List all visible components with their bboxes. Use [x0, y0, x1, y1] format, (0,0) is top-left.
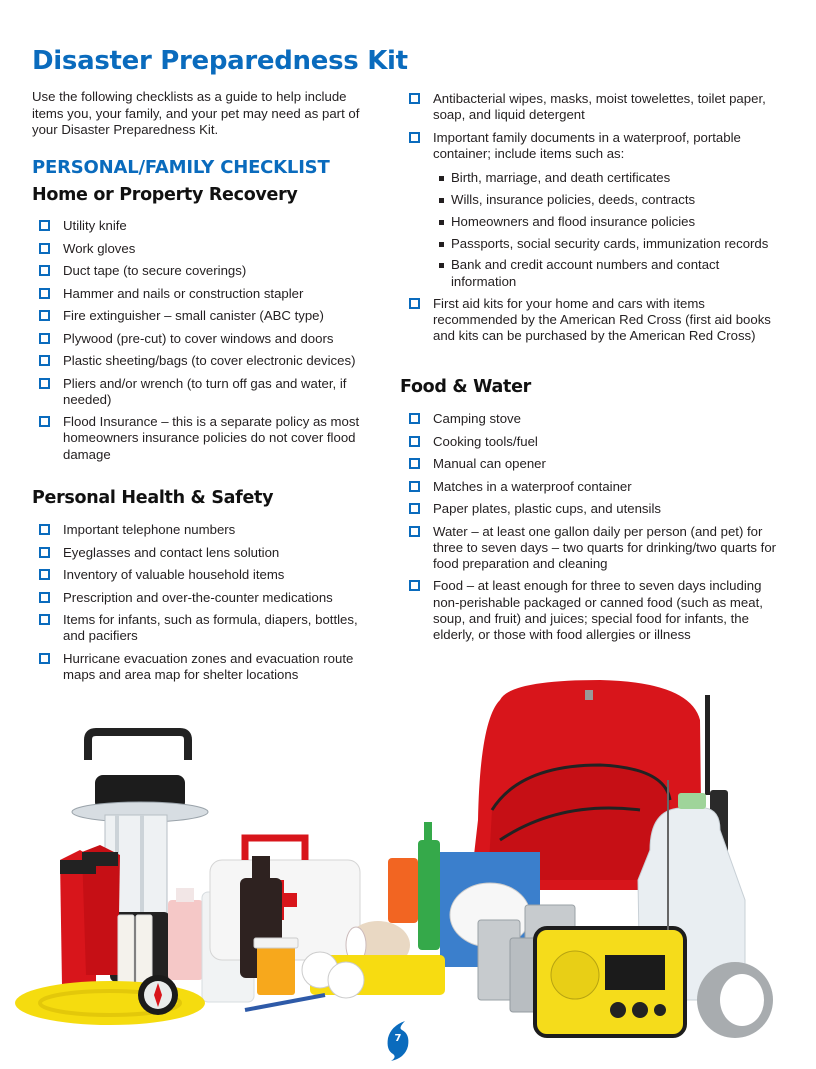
checkbox-icon[interactable]: [39, 333, 50, 344]
checklist-item[interactable]: Important telephone numbers: [33, 522, 368, 538]
checklist-item[interactable]: Prescription and over-the-counter medications: [33, 590, 368, 606]
compass-icon: [138, 975, 178, 1015]
sublist-item: Wills, insurance policies, deeds, contracts: [433, 192, 778, 208]
duct-tape-icon: [697, 962, 773, 1038]
checkbox-icon[interactable]: [39, 614, 50, 625]
checkbox-icon[interactable]: [39, 653, 50, 664]
checklist-item[interactable]: Duct tape (to secure coverings): [33, 263, 368, 279]
checkbox-icon[interactable]: [409, 503, 420, 514]
checklist-item[interactable]: Hammer and nails or construction stapler: [33, 286, 368, 302]
checklist-item[interactable]: Food – at least enough for three to seven days including non-perishable packaged or canned food (such as meat, soup, and fruit) and juices; special food for infants, the elderly, or those with food allergies or illness: [403, 578, 783, 643]
checklist-item[interactable]: Camping stove: [403, 411, 783, 427]
checkbox-icon[interactable]: [39, 310, 50, 321]
checkbox-icon[interactable]: [409, 93, 420, 104]
checkbox-icon[interactable]: [39, 524, 50, 535]
checklist-item[interactable]: Matches in a waterproof container: [403, 479, 783, 495]
flashlight-icon: [60, 845, 120, 985]
heading-home-recovery: Home or Property Recovery: [32, 185, 298, 205]
health-safety-checklist-continued: [403, 91, 778, 351]
food-water-checklist: [403, 411, 783, 650]
checklist-item[interactable]: First aid kits for your home and cars with items recommended by the American Red Cross (first aid books and kits can be purchased by the American Red Cross): [403, 296, 778, 345]
checkbox-icon[interactable]: [39, 355, 50, 366]
checklist-item[interactable]: Fire extinguisher – small canister (ABC type): [33, 308, 368, 324]
checklist-item[interactable]: Plastic sheeting/bags (to cover electronic devices): [33, 353, 368, 369]
checkbox-icon[interactable]: [409, 481, 420, 492]
heading-health-safety: Personal Health & Safety: [32, 488, 274, 508]
sublist-item: Homeowners and flood insurance policies: [433, 214, 778, 230]
intro-paragraph: Use the following checklists as a guide to help include items you, your family, and your pet may need as part of your Disaster Preparedness Kit.: [32, 89, 360, 137]
checklist-item[interactable]: Cooking tools/fuel: [403, 434, 783, 450]
checklist-item[interactable]: Items for infants, such as formula, diapers, bottles, and pacifiers: [33, 612, 368, 644]
sublist-item: Passports, social security cards, immunization records: [433, 236, 778, 252]
checkbox-icon[interactable]: [39, 378, 50, 389]
checkbox-icon[interactable]: [409, 413, 420, 424]
section-title: PERSONAL/FAMILY CHECKLIST: [32, 157, 330, 178]
sublist-item: Birth, marriage, and death certificates: [433, 170, 778, 186]
health-safety-checklist: [33, 522, 368, 689]
bullet-icon: [439, 198, 444, 203]
checklist-item[interactable]: Antibacterial wipes, masks, moist towelettes, toilet paper, soap, and liquid detergent: [403, 91, 778, 123]
page-number: 7: [394, 1033, 402, 1044]
checkbox-icon[interactable]: [39, 265, 50, 276]
checklist-item[interactable]: Pliers and/or wrench (to turn off gas and water, if needed): [33, 376, 368, 408]
checklist-item[interactable]: Eyeglasses and contact lens solution: [33, 545, 368, 561]
checklist-item[interactable]: Manual can opener: [403, 456, 783, 472]
checklist-item[interactable]: Hurricane evacuation zones and evacuation route maps and area map for shelter locations: [33, 651, 368, 683]
checkbox-icon[interactable]: [39, 220, 50, 231]
checklist-item[interactable]: Inventory of valuable household items: [33, 567, 368, 583]
bullet-icon: [439, 220, 444, 225]
sublist-item: Bank and credit account numbers and contact information: [433, 257, 778, 289]
checkbox-icon[interactable]: [39, 569, 50, 580]
checkbox-icon[interactable]: [39, 288, 50, 299]
checkbox-icon[interactable]: [409, 526, 420, 537]
checklist-item[interactable]: Important family documents in a waterproof, portable container; include items such as: Birth, marriage, and death certificates Wills, insurance policies, deeds, contracts Homeowners and flood insurance policies Passports, social security cards, immunization records Bank and credit account numbers and contact information: [403, 130, 778, 290]
checkbox-icon[interactable]: [409, 132, 420, 143]
checkbox-icon[interactable]: [409, 458, 420, 469]
bullet-icon: [439, 176, 444, 181]
checklist-item[interactable]: Water – at least one gallon daily per person (and pet) for three to seven days – two quarts for drinking/two quarts for food preparation and cleaning: [403, 524, 783, 573]
checkbox-icon[interactable]: [39, 592, 50, 603]
checkbox-icon[interactable]: [39, 547, 50, 558]
checklist-item[interactable]: Plywood (pre-cut) to cover windows and doors: [33, 331, 368, 347]
checkbox-icon[interactable]: [39, 243, 50, 254]
bullet-icon: [439, 242, 444, 247]
home-recovery-checklist: [33, 218, 368, 469]
checklist-item[interactable]: Work gloves: [33, 241, 368, 257]
checkbox-icon[interactable]: [39, 416, 50, 427]
checklist-item[interactable]: Flood Insurance – this is a separate policy as most homeowners insurance policies do not cover flood damage: [33, 414, 368, 463]
emergency-kit-photo: [0, 672, 816, 1069]
checkbox-icon[interactable]: [409, 580, 420, 591]
checkbox-icon[interactable]: [409, 436, 420, 447]
page-title: Disaster Preparedness Kit: [32, 46, 408, 76]
documents-sublist: [433, 170, 778, 290]
heading-food-water: Food & Water: [400, 377, 532, 397]
bullet-icon: [439, 263, 444, 268]
checkbox-icon[interactable]: [409, 298, 420, 309]
checklist-item[interactable]: Utility knife: [33, 218, 368, 234]
checklist-item[interactable]: Paper plates, plastic cups, and utensils: [403, 501, 783, 517]
